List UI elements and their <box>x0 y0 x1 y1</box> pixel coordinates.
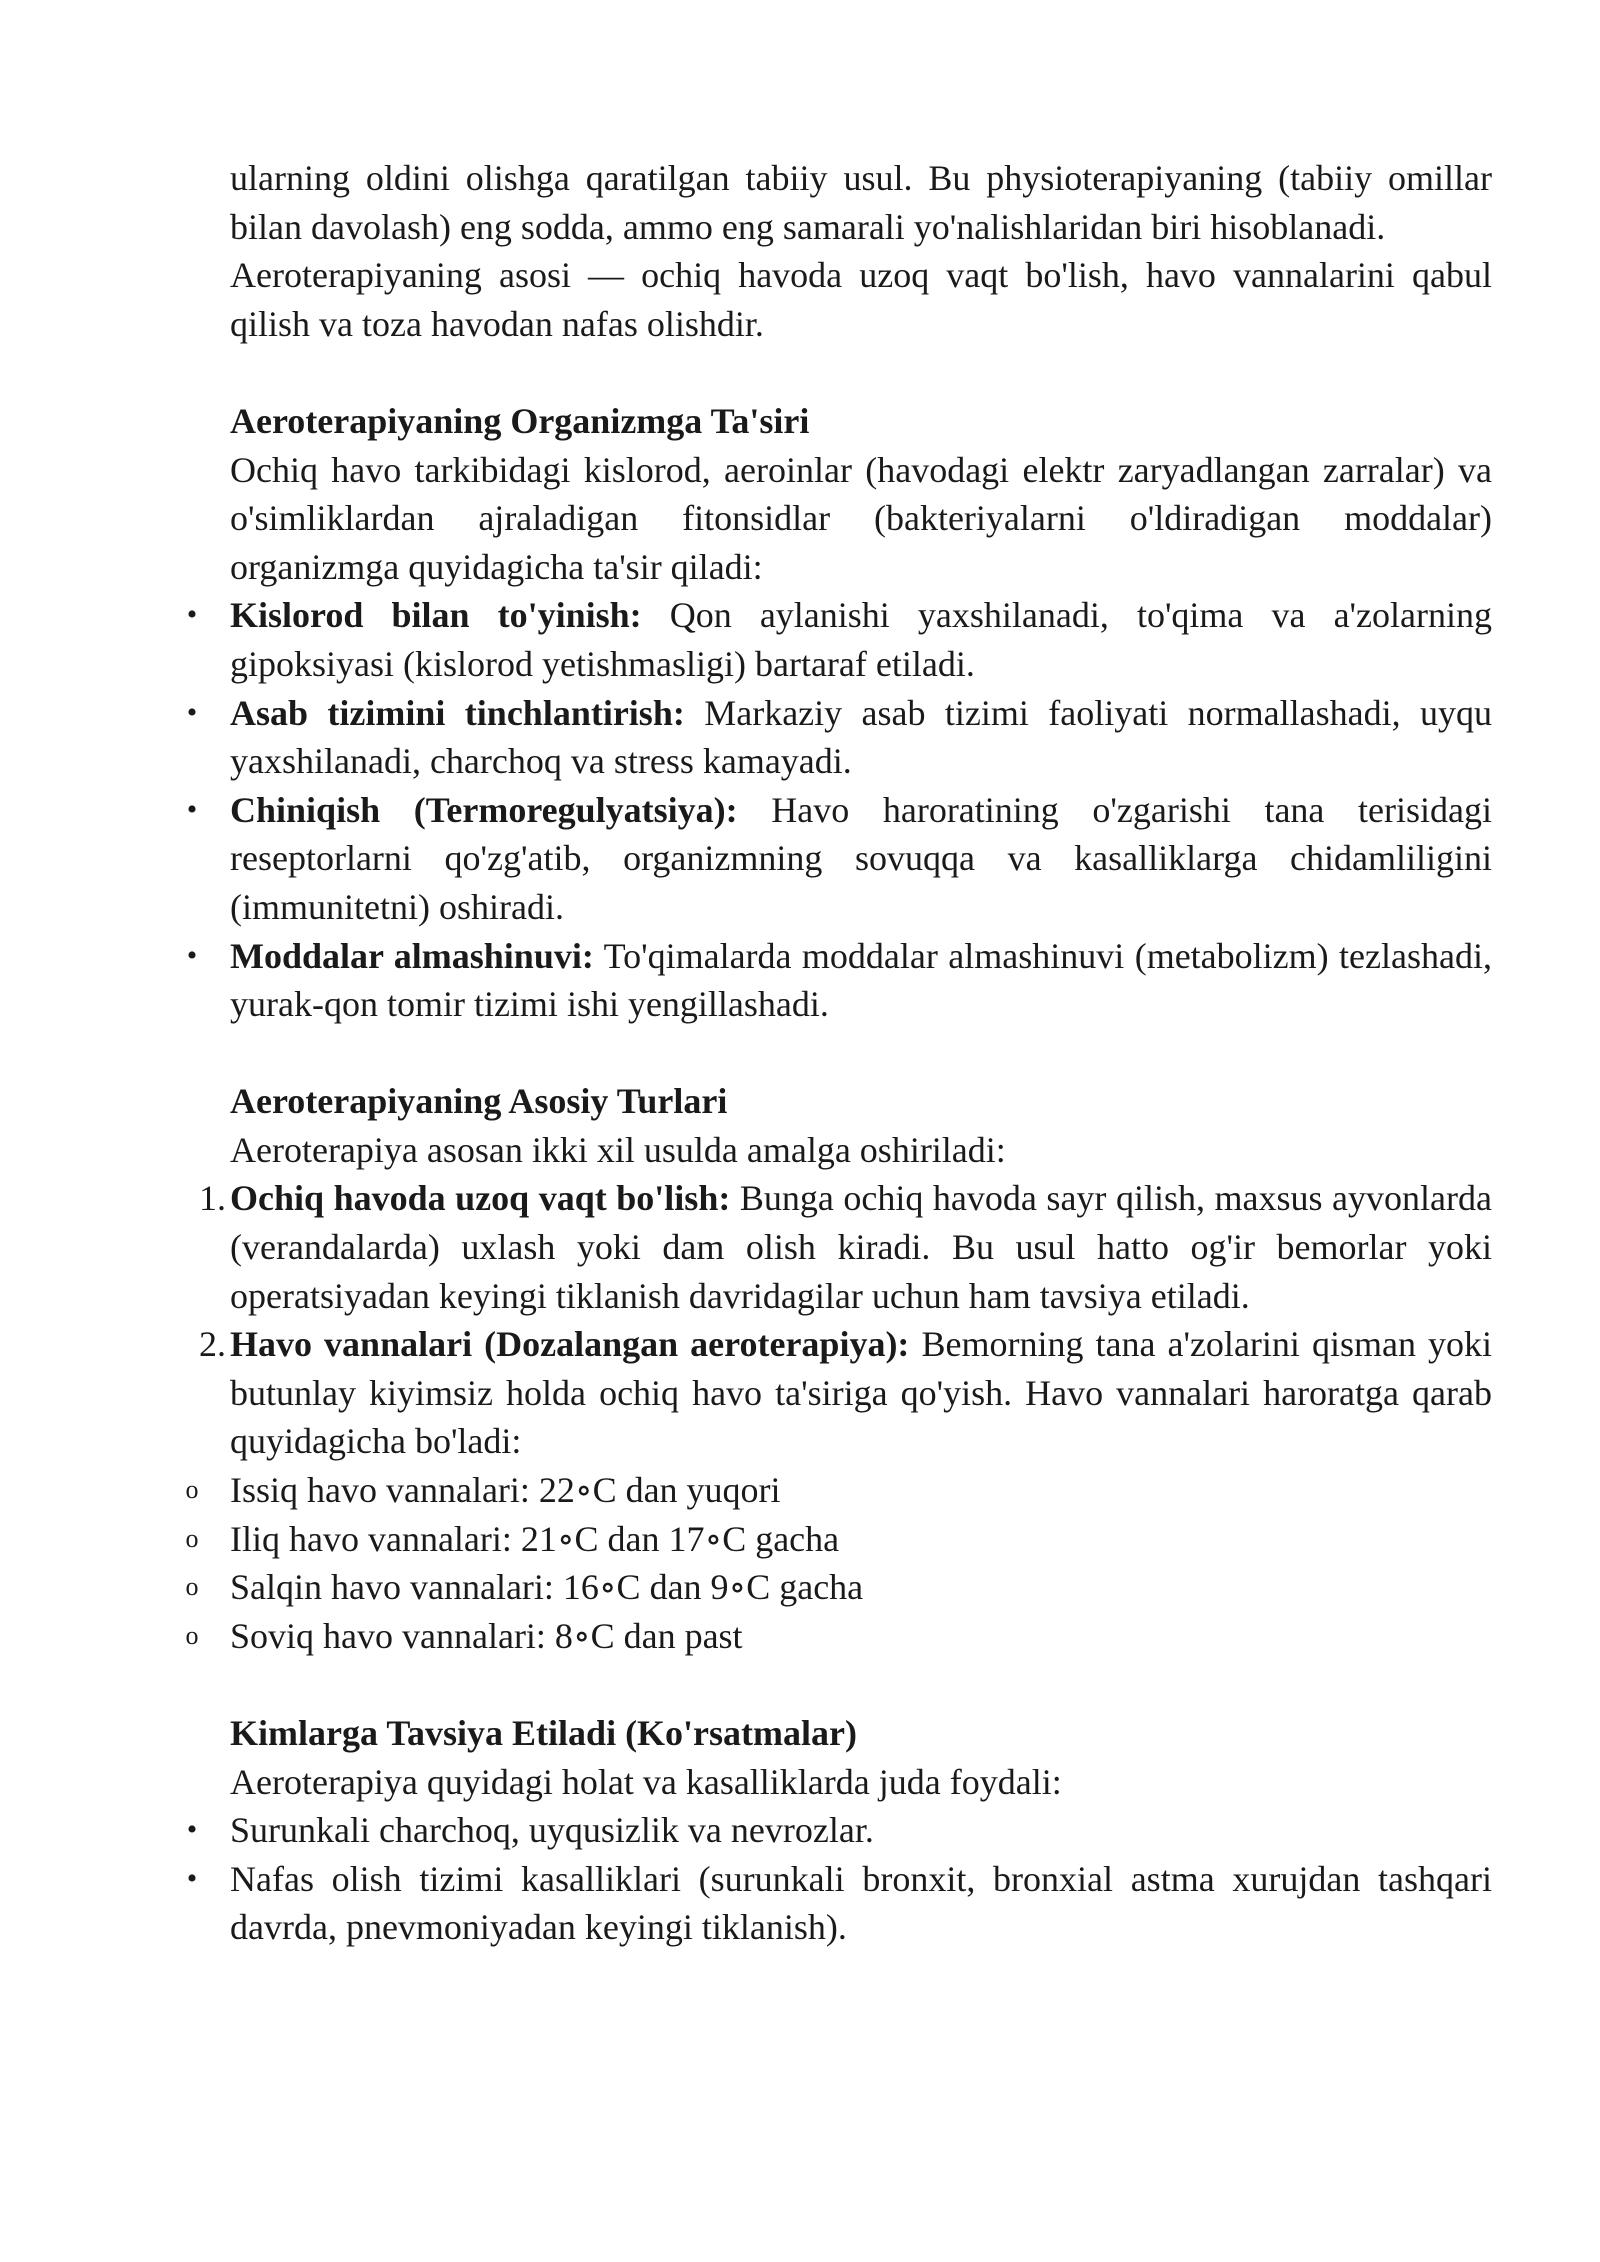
bullet-marker: • <box>186 792 198 826</box>
indications-list <box>186 1806 1492 1952</box>
list-item <box>186 1806 1492 1855</box>
effects-list <box>186 591 1492 1028</box>
spacer <box>230 1029 1492 1078</box>
item-text: Surunkali charchoq, uyqusizlik va nevrozlar. <box>230 1810 874 1851</box>
number-marker: 2. <box>199 1324 226 1365</box>
item-text: To'qimalarda moddalar almashinuvi (metabolizm) tezlashadi, yurak-qon tomir tizimi ishi yengillashadi. <box>230 935 1492 1025</box>
item-text: Nafas olish tizimi kasalliklari (surunkali bronxit, bronxial astma xurujdan tashqari davrda, pnevmoniyadan keyingi tiklanish). <box>230 1858 1492 1948</box>
section-intro-indications: Aeroterapiya quyidagi holat va kasalliklarda juda foydali: <box>230 1761 1062 1802</box>
types-list <box>199 1174 1492 1466</box>
section-heading-effects: Aeroterapiyaning Organizmga Ta'siri <box>230 400 810 441</box>
item-term: Chiniqish (Termoregulyatsiya): <box>230 789 738 830</box>
section-heading-indications: Kimlarga Tavsiya Etiladi (Ko'rsatmalar) <box>230 1713 857 1753</box>
item-text: Bunga ochiq havoda sayr qilish, maxsus ayvonlarda (verandalarda) uxlash yoki dam olish kiradi. Bu usul hatto og'ir bemorlar yoki operatsiyadan keyingi tiklanish davridagilar uchun ham tavsiya etiladi. <box>230 1178 1492 1316</box>
item-term: Moddalar almashinuvi: <box>230 935 594 976</box>
bullet-marker: • <box>186 598 198 632</box>
circle-marker: o <box>185 1475 199 1505</box>
section-intro-types: Aeroterapiya asosan ikki xil usulda amalga oshiriladi: <box>230 1129 1006 1170</box>
list-item <box>185 1466 1492 1515</box>
item-term: Havo vannalari (Dozalangan aeroterapiya): <box>230 1324 910 1365</box>
intro-paragraph-2: Aeroterapiyaning asosi — ochiq havoda uzoq vaqt bo'lish, havo vannalarini qabul qilish va toza havodan nafas olishdir. <box>230 255 1492 344</box>
item-text: Markaziy asab tizimi faoliyati normallashadi, uyqu yaxshilanadi, charchoq va stress kamayadi. <box>230 692 1492 782</box>
item-term: Kislorod bilan to'yinish: <box>230 595 642 636</box>
list-item <box>185 1563 1492 1612</box>
spacer <box>230 1660 1492 1709</box>
item-text: Havo haroratining o'zgarishi tana terisidagi reseptorlarni qo'zg'atib, organizmning sovuqqa va kasalliklarga chidamliligini (immunitetni) oshiradi. <box>230 789 1492 927</box>
item-text: Soviq havo vannalari: 8∘C dan past <box>230 1615 743 1656</box>
list-item <box>199 1320 1492 1466</box>
section-heading-types: Aeroterapiyaning Asosiy Turlari <box>230 1081 728 1122</box>
bullet-marker: • <box>186 695 198 729</box>
bullet-marker: • <box>186 1861 198 1895</box>
item-term: Asab tizimini tinchlantirish: <box>230 692 685 733</box>
circle-marker: o <box>185 1620 199 1650</box>
item-text: Salqin havo vannalari: 16∘C dan 9∘C gacha <box>230 1567 864 1608</box>
item-text: Qon aylanishi yaxshilanadi, to'qima va a'zolarning gipoksiyasi (kislorod yetishmasligi) bartaraf etiladi. <box>230 595 1492 684</box>
air-bath-temperature-list <box>185 1466 1492 1660</box>
list-item <box>186 591 1492 688</box>
item-text: Issiq havo vannalari: 22∘C dan yuqori <box>230 1470 781 1511</box>
bullet-marker: • <box>186 938 198 972</box>
bullet-marker: • <box>186 1813 198 1847</box>
item-term: Ochiq havoda uzoq vaqt bo'lish: <box>230 1178 731 1219</box>
list-item <box>185 1515 1492 1564</box>
list-item <box>186 1855 1492 1952</box>
number-marker: 1. <box>199 1178 226 1219</box>
list-item <box>186 786 1492 932</box>
item-text: Iliq havo vannalari: 21∘C dan 17∘C gacha <box>230 1518 840 1559</box>
list-item <box>186 689 1492 786</box>
circle-marker: o <box>185 1523 199 1553</box>
section-intro-effects: Ochiq havo tarkibidagi kislorod, aeroinlar (havodagi elektr zaryadlangan zarralar) va o'simliklardan ajraladigan fitonsidlar (bakteriyalarni o'ldiradigan moddalar) organizmga quyidagicha ta'sir qiladi: <box>230 449 1492 587</box>
item-text: Bemorning tana a'zolarini qisman yoki butunlay kiyimsiz holda ochiq havo ta'siriga qo'yish. Havo vannalari haroratga qarab quyidagicha bo'ladi: <box>230 1324 1492 1462</box>
list-item <box>185 1612 1492 1661</box>
list-item <box>186 932 1492 1029</box>
circle-marker: o <box>185 1572 199 1602</box>
intro-paragraph-1: ularning oldini olishga qaratilgan tabiiy usul. Bu physioterapiyaning (tabiiy omillar bilan davolash) eng sodda, ammo eng samarali yo'nalishlaridan biri hisoblanadi. <box>230 158 1492 247</box>
list-item <box>199 1174 1492 1320</box>
spacer <box>230 348 1492 397</box>
